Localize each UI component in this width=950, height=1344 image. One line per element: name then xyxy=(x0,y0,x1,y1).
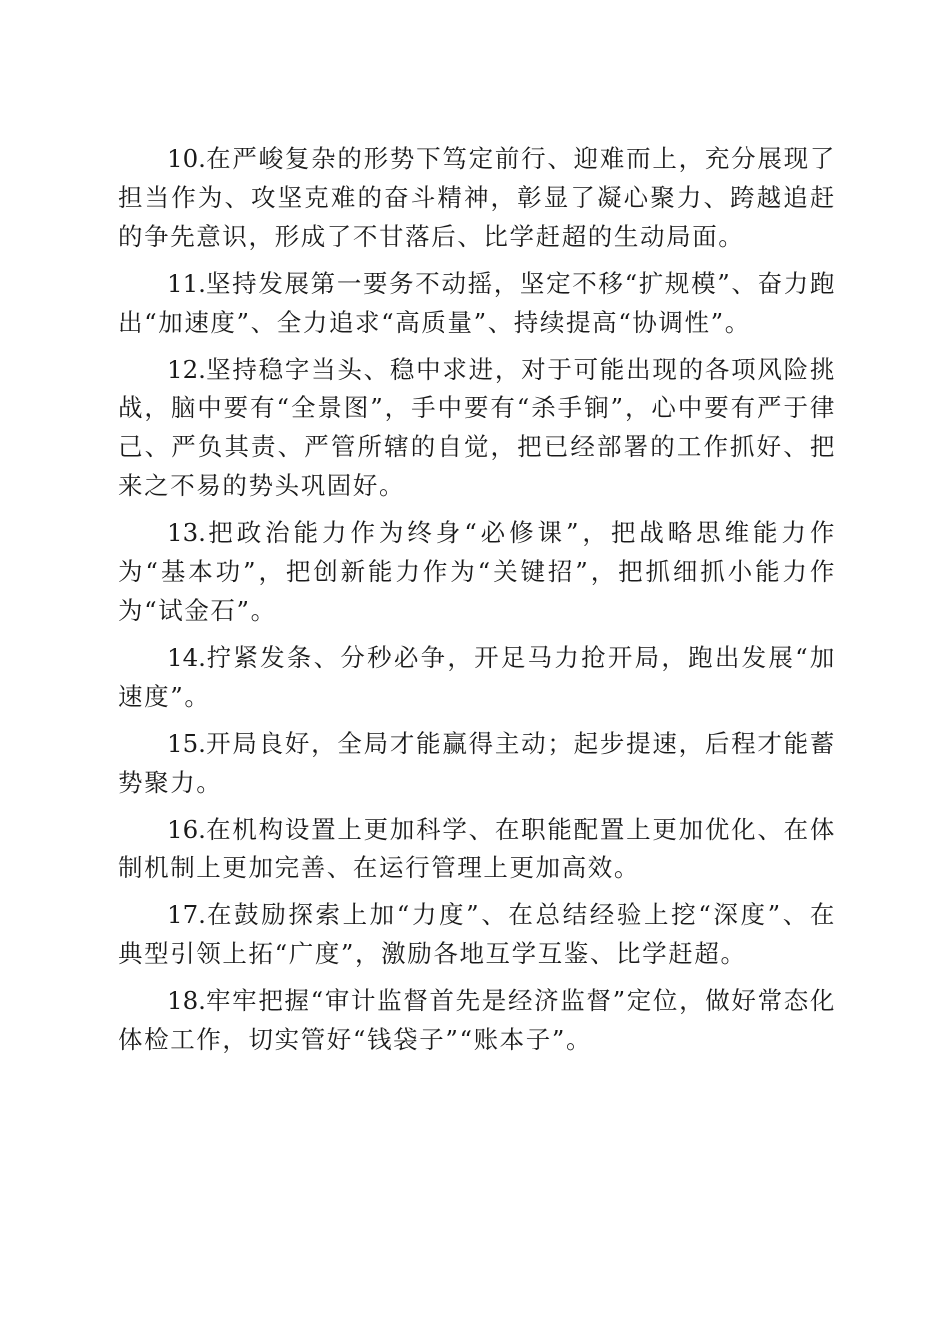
paragraph-text: 坚持稳字当头、稳中求进，对于可能出现的各项风险挑战，脑中要有“全景图”，手中要有“杀手锏”，心中要有严于律己、严负其责、严管所辖的自觉，把已经部署的工作抓好、把来之不易的势头巩固好。 xyxy=(118,354,836,501)
paragraph-text: 牢牢把握“审计监督首先是经济监督”定位，做好常态化体检工作，切实管好“钱袋子”“账本子”。 xyxy=(118,986,836,1055)
paragraph-10 xyxy=(118,140,836,265)
paragraph-text: 坚持发展第一要务不动摇，坚定不移“扩规模”、奋力跑出“加速度”、全力追求“高质量”、持续提高“协调性”。 xyxy=(118,268,836,337)
paragraph-number: 11. xyxy=(167,268,206,298)
paragraph-number: 13. xyxy=(167,518,206,548)
paragraph-text: 开局良好，全局才能赢得主动；起步提速，后程才能蓄势聚力。 xyxy=(118,728,836,797)
paragraph-text: 拧紧发条、分秒必争，开足马力抢开局，跑出发展“加速度”。 xyxy=(118,642,836,711)
paragraph-text: 在机构设置上更加科学、在职能配置上更加优化、在体制机制上更加完善、在运行管理上更加高效。 xyxy=(118,814,836,883)
document-page xyxy=(118,140,836,1068)
paragraph-number: 18. xyxy=(167,986,206,1016)
paragraph-number: 17. xyxy=(167,900,206,930)
paragraph-number: 16. xyxy=(167,814,206,844)
paragraph-text: 把政治能力作为终身“必修课”，把战略思维能力作为“基本功”，把创新能力作为“关键招”，把抓细抓小能力作为“试金石”。 xyxy=(118,518,836,625)
paragraph-13 xyxy=(118,514,836,639)
paragraph-14 xyxy=(118,639,836,725)
paragraph-text: 在严峻复杂的形势下笃定前行、迎难而上，充分展现了担当作为、攻坚克难的奋斗精神，彰显了凝心聚力、跨越追赶的争先意识，形成了不甘落后、比学赶超的生动局面。 xyxy=(118,144,836,251)
paragraph-number: 14. xyxy=(167,642,206,672)
paragraph-text: 在鼓励探索上加“力度”、在总结经验上挖“深度”、在典型引领上拓“广度”，激励各地互学互鉴、比学赶超。 xyxy=(118,900,836,969)
paragraph-number: 12. xyxy=(167,354,206,384)
paragraph-11 xyxy=(118,265,836,351)
paragraph-17 xyxy=(118,896,836,982)
paragraph-12 xyxy=(118,351,836,515)
paragraph-number: 10. xyxy=(167,144,206,173)
paragraph-number: 15. xyxy=(167,728,206,758)
paragraph-15 xyxy=(118,725,836,811)
paragraph-16 xyxy=(118,811,836,897)
paragraph-18 xyxy=(118,982,836,1068)
